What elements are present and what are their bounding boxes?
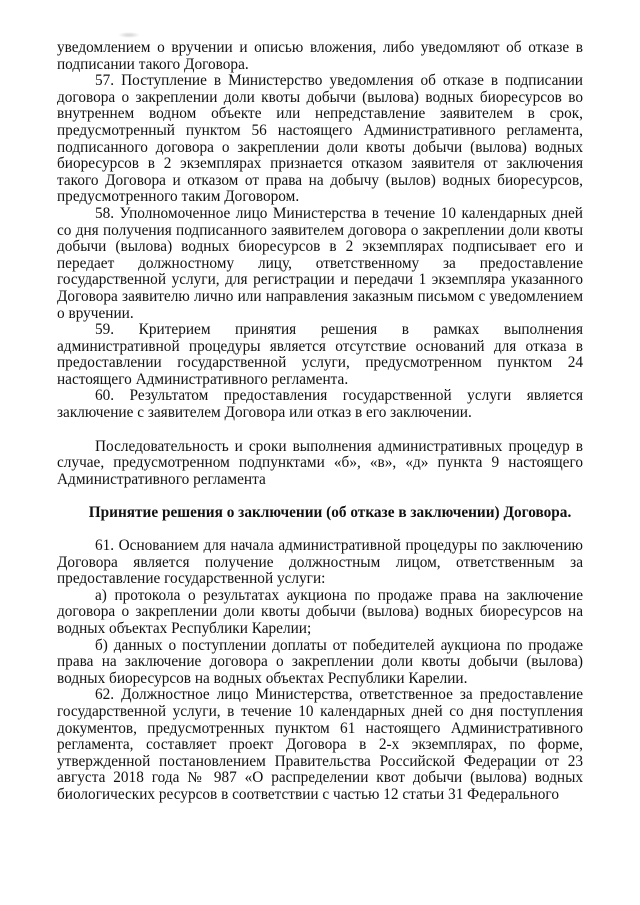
paragraph-62: 62. Должностное лицо Министерства, ответственное за предоставление государственной услуги, в течение 10 календарных дней со дня поступления документов, предусмотренных пунктом 61 настоящего Административного регламента, составляет проект Договора в 2-х экземплярах, по форме, утвержденной постановлением Правительства Российской Федерации от 23 августа 2018 года № 987 «О распределении квот добычи (вылова) водных биологических ресурсов в соответствии с частью 12 статьи 31 Федерального xyxy=(57,686,583,803)
section-note: Последовательность и сроки выполнения административных процедур в случае, предусмотренном подпунктами «б», «в», «д» пункта 9 настоящего Административного регламента xyxy=(57,437,583,488)
section-heading: Принятие решения о заключении (об отказе в заключении) Договора. xyxy=(88,504,572,522)
spacer xyxy=(57,422,583,439)
spacer xyxy=(57,488,583,505)
paragraph-57: 57. Поступление в Министерство уведомления об отказе в подписании договора о закреплении доли квоты добычи (вылова) водных биоресурсов во внутреннем водном объекте или непредставление заявителем в срок, предусмотренный пунктом 56 настоящего Административного регламента, подписанного договора о закреплении доли квоты добычи (вылова) водных биоресурсов в 2 экземплярах признается отказом заявителя от заключения такого Договора и отказом от права на добычу (вылов) водных биоресурсов, предусмотренного таким Договором. xyxy=(57,72,583,206)
paragraph-58: 58. Уполномоченное лицо Министерства в течение 10 календарных дней со дня получения подписанного заявителем договора о закреплении доли квоты добычи (вылова) водных биоресурсов в 2 экземплярах подписывает его и передает должностному лицу, ответственному за предоставление государственной услуги, для регистрации и передачи 1 экземпляра указанного Договора заявителю лично или направления заказным письмом с уведомлением о вручении. xyxy=(57,204,583,322)
paragraph-60: 60. Результатом предоставления государственной услуги является заключение с заявителем Договора или отказ в его заключении. xyxy=(57,387,583,422)
spacer xyxy=(57,522,583,538)
paragraph-61a: а) протокола о результатах аукциона по продаже права на заключение договора о закреплении доли квоты добычи (вылова) водных биоресурсов на водных объектах Республики Карелии; xyxy=(57,586,583,637)
paragraph-intro: уведомлением о вручении и описью вложения, либо уведомляют об отказе в подписании такого Договора. xyxy=(57,39,583,73)
paragraph-59: 59. Критерием принятия решения в рамках выполнения административной процедуры является отсутствие оснований для отказа в предоставлении государственной услуги, предусмотренном пунктом 24 настоящего Административного регламента. xyxy=(57,321,583,388)
scan-artifact xyxy=(118,32,140,38)
paragraph-61b: б) данных о поступлении доплаты от победителей аукциона по продаже права на заключение договора о закреплении доли квоты добычи (вылова) водных биоресурсов на водных объектах Республики Карелии. xyxy=(57,636,583,687)
paragraph-61: 61. Основанием для начала административной процедуры по заключению Договора является получение должностным лицом, ответственным за предоставление государственной услуги: xyxy=(57,537,583,588)
